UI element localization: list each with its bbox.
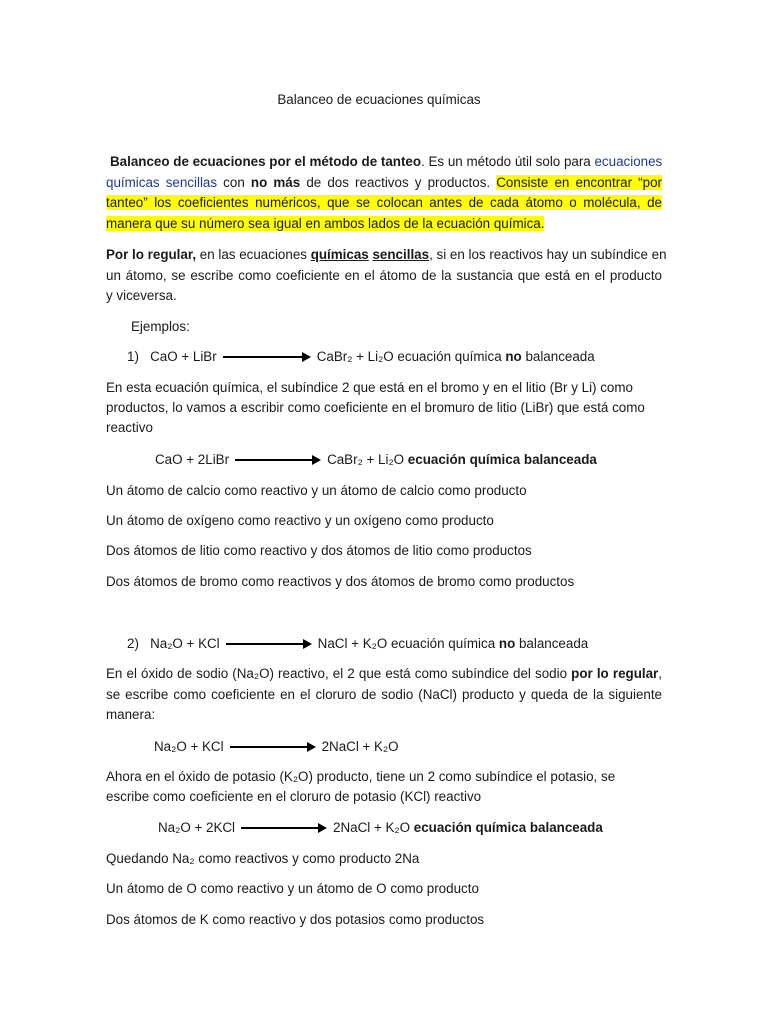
example-2-potassium-line-2: escribe como coeficiente en el cloruro de potasio (KCl) reactivo bbox=[106, 789, 482, 804]
example-2-balanced-equation: Na₂O + 2KCl 2NaCl + K₂O ecuación química balanceada bbox=[158, 820, 603, 835]
reaction-arrow bbox=[241, 823, 327, 833]
example-2-summary-line: Quedando Na₂ como reactivos y como producto 2Na bbox=[106, 851, 420, 866]
reaction-arrow bbox=[230, 742, 316, 752]
example-2-step-equation: Na₂O + KCl 2NaCl + K₂O bbox=[154, 739, 399, 754]
example-1-explanation-line-2: productos, lo vamos a escribir como coeficiente en el bromuro de litio (LiBr) que está como bbox=[106, 400, 645, 415]
example-2-summary-line: Dos átomos de K como reactivo y dos potasios como productos bbox=[106, 912, 485, 927]
example-1-summary-line: Dos átomos de bromo como reactivos y dos átomos de bromo como productos bbox=[106, 574, 575, 589]
example-2-summary-line: Un átomo de O como reactivo y un átomo de O como producto bbox=[106, 881, 479, 896]
example-1-summary-line: Dos átomos de litio como reactivo y dos átomos de litio como productos bbox=[106, 543, 532, 558]
page-title: Balanceo de ecuaciones químicas bbox=[277, 92, 481, 107]
method-heading: Balanceo de ecuaciones por el método de tanteo bbox=[110, 154, 422, 169]
example-1-explanation-line-3: reactivo bbox=[106, 420, 153, 435]
example-1-equation: 1) CaO + LiBr CaBr₂ + Li₂O ecuación química no balanceada bbox=[127, 349, 595, 364]
example-2-potassium-line-1: Ahora en el óxido de potasio (K₂O) producto, tiene un 2 como subíndice el potasio, se bbox=[106, 769, 616, 784]
reaction-arrow bbox=[226, 639, 312, 649]
intro-paragraph: Balanceo de ecuaciones por el método de tanteo. Es un método útil solo para ecuaciones químicas sencillas con no más de dos reactivos y productos. Consiste en encontrar “por tanteo” los coeficientes numéricos, que se colocan antes de cada átomo o molécula, de manera que su número sea igual en ambos lados de la ecuación química. bbox=[106, 154, 663, 231]
example-1-summary-line: Un átomo de oxígeno como reactivo y un oxígeno como producto bbox=[106, 513, 494, 528]
example-2-explanation: En el óxido de sodio (Na₂O) reactivo, el 2 que está como subíndice del sodio por lo regular, se escribe como coeficiente en el cloruro de sodio (NaCl) producto y queda de la siguiente manera: bbox=[106, 666, 662, 722]
examples-label: Ejemplos: bbox=[131, 319, 190, 334]
example-2-equation: 2) Na₂O + KCl NaCl + K₂O ecuación química no balanceada bbox=[127, 636, 589, 651]
reaction-arrow bbox=[223, 352, 311, 362]
reaction-arrow bbox=[235, 455, 321, 465]
example-1-balanced-equation: CaO + 2LiBr CaBr₂ + Li₂O ecuación química balanceada bbox=[155, 452, 597, 467]
regular-paragraph: Por lo regular, en las ecuaciones químicas sencillas, si en los reactivos hay un subíndice en un átomo, se escribe como coeficiente en el átomo de la sustancia que está en el producto y viceversa. bbox=[106, 247, 667, 303]
example-1-summary-line: Un átomo de calcio como reactivo y un átomo de calcio como producto bbox=[106, 483, 527, 498]
example-1-explanation-line-1: En esta ecuación química, el subíndice 2 que está en el bromo y en el litio (Br y Li) como bbox=[106, 380, 633, 395]
